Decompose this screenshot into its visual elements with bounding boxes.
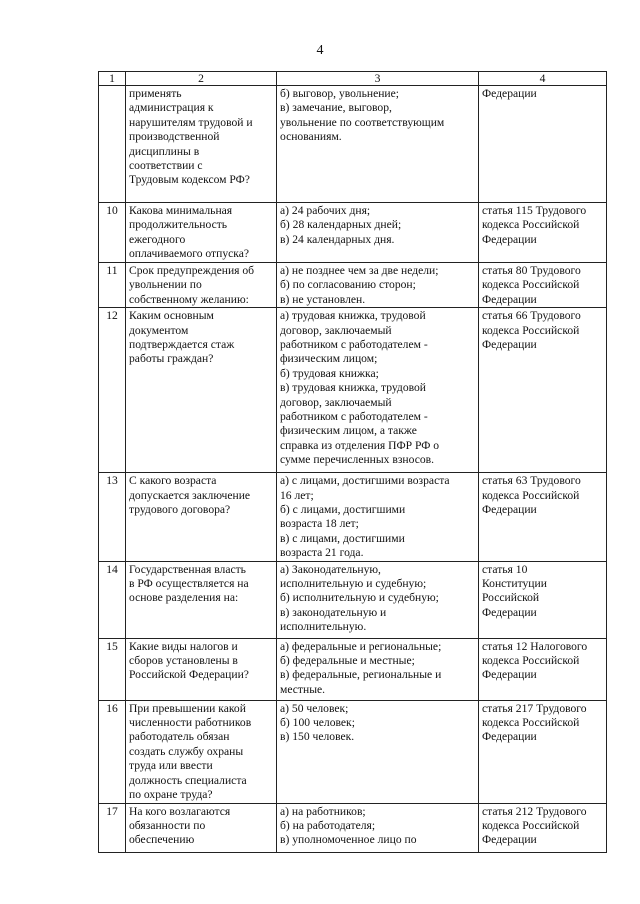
answers-line: б) трудовая книжка; bbox=[280, 366, 379, 380]
answers-line: а) с лицами, достигшими возраста bbox=[280, 474, 450, 488]
answers-cell bbox=[277, 308, 479, 473]
question-cell bbox=[126, 561, 277, 638]
question-line: собственному желанию: bbox=[129, 292, 249, 306]
answers-line: б) по согласованию сторон; bbox=[280, 278, 416, 292]
question-cell bbox=[126, 638, 277, 700]
source-cell bbox=[479, 86, 607, 203]
source-line: кодекса Российской bbox=[482, 654, 580, 668]
question-line: Каким основным bbox=[129, 309, 214, 323]
row-number: 16 bbox=[99, 700, 126, 803]
source-cell bbox=[479, 308, 607, 473]
answers-line: в) 24 календарных дня. bbox=[280, 232, 395, 246]
answers-line: местные. bbox=[280, 682, 326, 696]
answers-line: а) трудовая книжка, трудовой bbox=[280, 309, 426, 323]
question-cell bbox=[126, 203, 277, 263]
source-cell bbox=[479, 561, 607, 638]
question-line: труда или ввести bbox=[129, 759, 213, 773]
answers-line: работником с работодателем - bbox=[280, 410, 428, 424]
answers-line: б) федеральные и местные; bbox=[280, 654, 415, 668]
source-line: статья 12 Налогового bbox=[482, 639, 588, 653]
answers-line: а) федеральные и региональные; bbox=[280, 639, 442, 653]
question-line: соответствии с bbox=[129, 159, 203, 173]
question-line: производственной bbox=[129, 130, 220, 144]
source-line: Федерации bbox=[482, 503, 537, 517]
answers-line: в) не установлен. bbox=[280, 292, 366, 306]
row-number: 10 bbox=[99, 203, 126, 263]
source-cell bbox=[479, 638, 607, 700]
answers-line: в) законодательную и bbox=[280, 605, 387, 619]
source-line: Конституции bbox=[482, 577, 547, 591]
answers-cell bbox=[277, 263, 479, 308]
answers-cell bbox=[277, 803, 479, 852]
source-cell bbox=[479, 803, 607, 852]
table-row bbox=[99, 638, 607, 700]
answers-cell bbox=[277, 86, 479, 203]
source-cell bbox=[479, 203, 607, 263]
answers-line: исполнительную. bbox=[280, 620, 367, 634]
question-line: обязанности по bbox=[129, 818, 206, 832]
answers-line: договор, заключаемый bbox=[280, 323, 392, 337]
source-line: кодекса Российской bbox=[482, 218, 580, 232]
table-row bbox=[99, 86, 607, 203]
question-line: Срок предупреждения об bbox=[129, 264, 255, 277]
column-header-1: 1 bbox=[99, 72, 126, 86]
question-cell bbox=[126, 700, 277, 803]
question-line: На кого возлагаются bbox=[129, 804, 231, 818]
table-row bbox=[99, 263, 607, 308]
question-line: оплачиваемого отпуска? bbox=[129, 247, 250, 261]
answers-line: б) исполнительную и судебную; bbox=[280, 591, 439, 605]
answers-line: а) 50 человек; bbox=[280, 701, 349, 715]
answers-line: в) трудовая книжка, трудовой bbox=[280, 381, 427, 395]
question-cell bbox=[126, 86, 277, 203]
answers-line: сумме перечисленных взносов. bbox=[280, 453, 435, 467]
answers-line: в) замечание, выговор, bbox=[280, 101, 392, 115]
table-row bbox=[99, 308, 607, 473]
answers-cell bbox=[277, 638, 479, 700]
answers-line: в) 150 человек. bbox=[280, 730, 355, 744]
question-line: Трудовым кодексом РФ? bbox=[129, 173, 250, 187]
question-cell bbox=[126, 803, 277, 852]
questions-table bbox=[98, 71, 607, 853]
question-cell bbox=[126, 308, 277, 473]
question-line: обеспечению bbox=[129, 833, 195, 847]
question-line: При превышении какой bbox=[129, 701, 246, 715]
question-line: продолжительность bbox=[129, 218, 228, 232]
source-line: кодекса Российской bbox=[482, 818, 580, 832]
question-line: создать службу охраны bbox=[129, 744, 244, 758]
question-line: работы граждан? bbox=[129, 352, 214, 366]
row-number: 13 bbox=[99, 473, 126, 561]
question-line: численности работников bbox=[129, 716, 252, 730]
answers-line: а) не позднее чем за две недели; bbox=[280, 264, 439, 277]
answers-line: увольнение по соответствующим bbox=[280, 115, 445, 129]
row-number: 15 bbox=[99, 638, 126, 700]
answers-line: основаниям. bbox=[280, 130, 342, 144]
question-line: дисциплины в bbox=[129, 144, 200, 158]
source-line: статья 217 Трудового bbox=[482, 701, 587, 715]
question-line: основе разделения на: bbox=[129, 591, 239, 605]
source-line: Федерации bbox=[482, 232, 537, 246]
row-number: 12 bbox=[99, 308, 126, 473]
answers-cell bbox=[277, 561, 479, 638]
question-line: работодатель обязан bbox=[129, 730, 230, 744]
answers-line: в) федеральные, региональные и bbox=[280, 668, 442, 682]
answers-line: б) на работодателя; bbox=[280, 818, 376, 832]
answers-line: а) на работников; bbox=[280, 804, 366, 818]
table-row bbox=[99, 803, 607, 852]
row-number: 11 bbox=[99, 263, 126, 308]
answers-line: договор, заключаемый bbox=[280, 395, 392, 409]
question-line: Какие виды налогов и bbox=[129, 639, 238, 653]
question-line: С какого возраста bbox=[129, 474, 217, 488]
answers-line: физическим лицом; bbox=[280, 352, 378, 366]
question-line: подтверждается стаж bbox=[129, 338, 235, 352]
question-line: трудового договора? bbox=[129, 503, 231, 517]
source-line: кодекса Российской bbox=[482, 278, 580, 292]
answers-line: 16 лет; bbox=[280, 488, 314, 502]
source-line: Федерации bbox=[482, 292, 537, 306]
table-row bbox=[99, 561, 607, 638]
table-row bbox=[99, 203, 607, 263]
answers-line: б) 100 человек; bbox=[280, 716, 355, 730]
row-number: 17 bbox=[99, 803, 126, 852]
column-header-2: 2 bbox=[126, 72, 277, 86]
question-line: увольнении по bbox=[129, 278, 202, 292]
question-line: по охране труда? bbox=[129, 788, 213, 802]
source-line: статья 212 Трудового bbox=[482, 804, 587, 818]
column-header-4: 4 bbox=[479, 72, 607, 86]
answers-line: в) с лицами, достигшими bbox=[280, 531, 405, 545]
source-line: кодекса Российской bbox=[482, 488, 580, 502]
question-line: применять bbox=[129, 87, 182, 100]
table-row bbox=[99, 700, 607, 803]
source-line: Федерации bbox=[482, 833, 537, 847]
answers-line: справка из отделения ПФР РФ о bbox=[280, 438, 440, 452]
question-line: должность специалиста bbox=[129, 773, 247, 787]
question-line: нарушителям трудовой и bbox=[129, 115, 253, 129]
answers-line: возраста 21 года. bbox=[280, 546, 364, 560]
question-line: сборов установлены в bbox=[129, 654, 238, 668]
answers-line: исполнительную и судебную; bbox=[280, 577, 427, 591]
column-header-3: 3 bbox=[277, 72, 479, 86]
source-line: статья 66 Трудового bbox=[482, 309, 581, 323]
row-number bbox=[99, 86, 126, 203]
answers-line: физическим лицом, а также bbox=[280, 424, 417, 438]
source-line: Федерации bbox=[482, 87, 537, 100]
source-line: Федерации bbox=[482, 605, 537, 619]
question-line: ежегодного bbox=[129, 232, 186, 246]
source-line: кодекса Российской bbox=[482, 716, 580, 730]
question-line: администрация к bbox=[129, 101, 214, 115]
question-line: Российской Федерации? bbox=[129, 668, 249, 682]
answers-cell bbox=[277, 473, 479, 561]
table-row bbox=[99, 473, 607, 561]
answers-line: возраста 18 лет; bbox=[280, 517, 359, 531]
answers-cell bbox=[277, 700, 479, 803]
source-line: Федерации bbox=[482, 668, 537, 682]
answers-line: а) Законодательную, bbox=[280, 562, 381, 576]
question-line: Какова минимальная bbox=[129, 204, 233, 217]
page-number: 4 bbox=[316, 43, 324, 58]
question-line: Государственная власть bbox=[129, 562, 246, 576]
answers-line: б) с лицами, достигшими bbox=[280, 503, 406, 517]
source-line: кодекса Российской bbox=[482, 323, 580, 337]
question-line: документом bbox=[129, 323, 189, 337]
source-cell bbox=[479, 263, 607, 308]
answers-line: в) уполномоченное лицо по bbox=[280, 833, 417, 847]
source-line: Российской bbox=[482, 591, 540, 605]
source-line: статья 115 Трудового bbox=[482, 204, 587, 217]
answers-line: работником с работодателем - bbox=[280, 338, 428, 352]
source-line: Федерации bbox=[482, 730, 537, 744]
source-cell bbox=[479, 700, 607, 803]
question-line: в РФ осуществляется на bbox=[129, 577, 249, 591]
source-line: статья 63 Трудового bbox=[482, 474, 581, 488]
source-cell bbox=[479, 473, 607, 561]
answers-line: б) выговор, увольнение; bbox=[280, 87, 400, 100]
answers-line: а) 24 рабочих дня; bbox=[280, 204, 371, 217]
row-number: 14 bbox=[99, 561, 126, 638]
source-line: Федерации bbox=[482, 338, 537, 352]
answers-line: б) 28 календарных дней; bbox=[280, 218, 402, 232]
question-cell bbox=[126, 263, 277, 308]
question-cell bbox=[126, 473, 277, 561]
question-line: допускается заключение bbox=[129, 488, 251, 502]
answers-cell bbox=[277, 203, 479, 263]
source-line: статья 10 bbox=[482, 562, 528, 576]
source-line: статья 80 Трудового bbox=[482, 264, 581, 277]
table-header-row bbox=[99, 72, 607, 86]
